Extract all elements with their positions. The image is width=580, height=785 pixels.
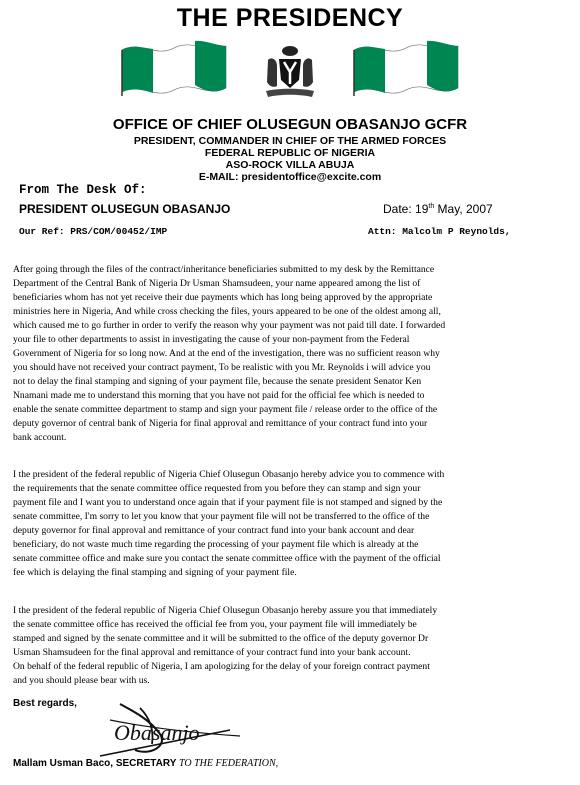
- text-line: senate committee office and make sure you contact the senate committee office with the payment of the official: [13, 553, 441, 564]
- signer-line: [13, 758, 278, 769]
- letter-date: [383, 202, 493, 216]
- reference-number: Our Ref: PRS/COM/00452/IMP: [19, 226, 168, 237]
- text-line: I the president of the federal republic of Nigeria Chief Olusegun Obasanjo hereby assure you that immediately: [13, 605, 438, 616]
- handwritten-signature: [80, 700, 250, 762]
- office-heading: OFFICE OF CHIEF OLUSEGUN OBASANJO GCFR: [112, 116, 468, 133]
- text-line: bank account.: [13, 432, 67, 443]
- text-line: which caused me to go further in order to verify the reason why your payment was not paid till date. I forwarded: [13, 320, 446, 331]
- text-line: payment file and I want you to understand once again that if your payment file is not stamped and signed by the: [13, 497, 443, 508]
- date-ordinal: th: [428, 203, 435, 210]
- text-line: fee which is delaying the final stamping and signing of your payment file.: [13, 567, 297, 578]
- nigeria-flag-left-icon: [120, 36, 228, 98]
- date-rest: May, 2007: [434, 202, 493, 216]
- text-line: Nnamani made me to understand this morning that you have not paid for the official fee which is needed to: [13, 390, 425, 401]
- signer-title: TO THE FEDERATION,: [178, 758, 279, 769]
- signature-text: Obasanjo: [114, 720, 200, 745]
- body-paragraph-1: [13, 263, 573, 445]
- body-paragraph-3: [13, 604, 573, 688]
- office-email: E-MAIL: presidentoffice@excite.com: [198, 171, 382, 183]
- text-line: you should have not received your contract payment, To be realistic with you Mr. Reynolds i will advice you: [13, 362, 431, 373]
- body-paragraph-2: [13, 468, 573, 580]
- text-line: I the president of the federal republic of Nigeria Chief Olusegun Obasanjo hereby advice you to commence with: [13, 469, 445, 480]
- signer-name: Mallam Usman Baco, SECRETARY: [13, 758, 177, 769]
- from-desk-label: From The Desk Of:: [19, 183, 147, 197]
- text-line: Department of the Central Bank of Nigeria Dr Usman Shamsudeen, your name appeared among the list of: [13, 278, 421, 289]
- text-line: beneficiaries whom has not yet receive their due payments which has long being approved by the appropriate: [13, 292, 433, 303]
- text-line: After going through the files of the contract/inheritance beneficiaries submitted to my desk by the Remittance: [13, 264, 435, 275]
- text-line: and you should please bear with us.: [13, 675, 150, 686]
- text-line: Government of Nigeria for so long now. And at the end of the investigation, there was no sufficient reason why: [13, 348, 440, 359]
- date-prefix: Date: 19: [383, 202, 429, 216]
- text-line: deputy governor of central bank of Nigeria for final approval and remittance of your contract fund into your: [13, 418, 428, 429]
- text-line: your file to other departments to assist in investigating the cause of your non-payment from the Federal: [13, 334, 410, 345]
- text-line: stamped and signed by the senate committee and it will be submitted to the office of the deputy governor Dr: [13, 633, 429, 644]
- coat-of-arms-icon: [262, 42, 318, 102]
- text-line: not to delay the final stamping and signing of your payment file, because the senate president Senator Ken: [13, 376, 422, 387]
- text-line: senate committee, I'm sorry to let you know that your payment file will not be transferred to the office of the: [13, 511, 430, 522]
- office-subline: FEDERAL REPUBLIC OF NIGERIA: [204, 147, 376, 159]
- text-line: the requirements that the senate committee office requested from you before they can stamp and sign your: [13, 483, 421, 494]
- closing-regards: Best regards,: [13, 698, 77, 709]
- text-line: deputy governor for final approval and remittance of your contract fund into your bank account and dear: [13, 525, 415, 536]
- nigeria-flag-right-icon: [352, 36, 460, 98]
- text-line: enable the senate committee department to stamp and sign your payment file / release order to the office of the: [13, 404, 438, 415]
- office-subline: PRESIDENT, COMMANDER IN CHIEF OF THE ARMED FORCES: [133, 135, 447, 147]
- sender-name: PRESIDENT OLUSEGUN OBASANJO: [19, 202, 231, 216]
- office-subline: ASO-ROCK VILLA ABUJA: [225, 159, 355, 171]
- text-line: beneficiary, do not waste much time regarding the processing of your payment file which is already at the: [13, 539, 419, 550]
- text-line: the senate committee office has received the official fee from you, your payment file will immediately be: [13, 619, 417, 630]
- attention-line: Attn: Malcolm P Reynolds,: [368, 226, 511, 237]
- text-line: ministries here in Nigeria, And while cross checking the files, yours appeared to be one of the oldest among all,: [13, 306, 441, 317]
- letterhead-title: THE PRESIDENCY: [176, 4, 404, 32]
- text-line: Usman Shamsudeen for the final approval and remittance of your contract fund into your bank account.: [13, 647, 411, 658]
- text-line: On behalf of the federal republic of Nigeria, I am apologizing for the delay of your foreign contract payment: [13, 661, 430, 672]
